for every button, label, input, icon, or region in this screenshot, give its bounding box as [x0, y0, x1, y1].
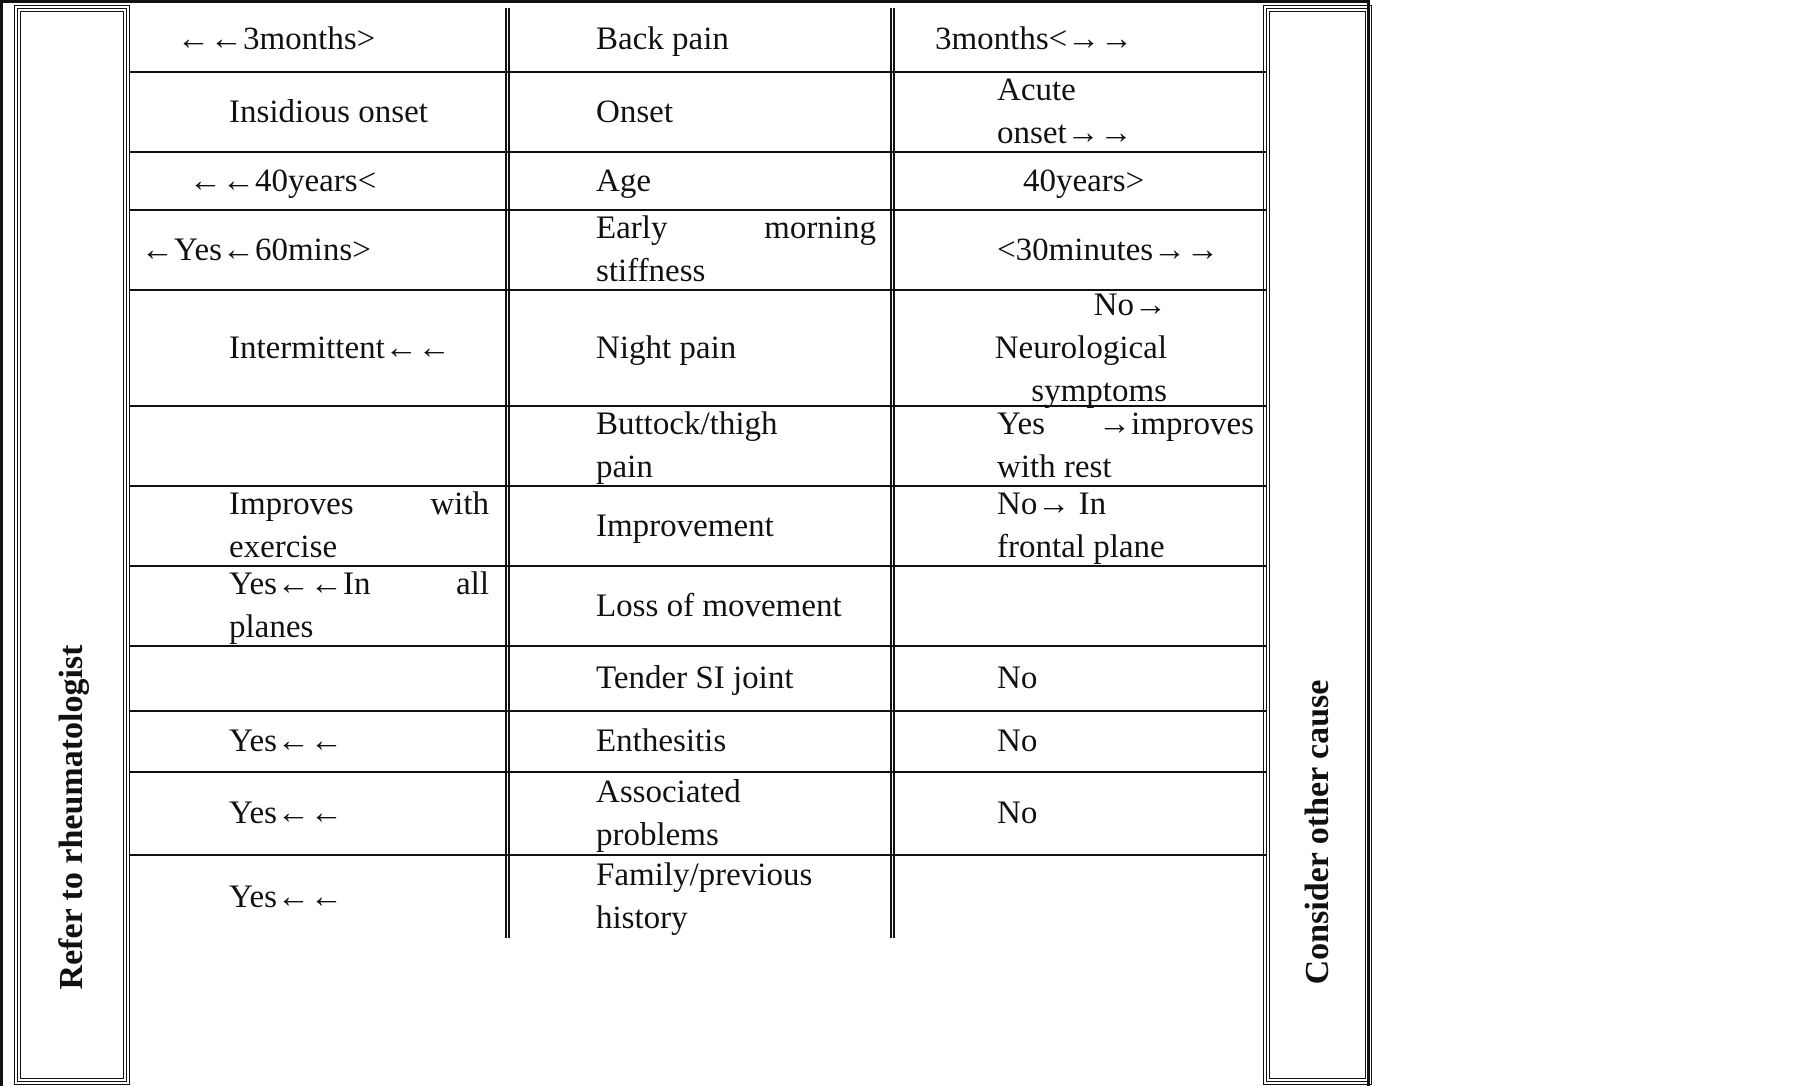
criterion-cell: Associated problems — [505, 773, 895, 854]
left-cell: Intermittent←← — [229, 329, 451, 366]
refer-label: Refer to rheumatologist — [53, 644, 90, 990]
right-cell: No — [997, 723, 1038, 759]
right-cell: <30minutes→→ — [997, 231, 1220, 268]
right-cell: No→ Neurological symptoms — [994, 286, 1167, 409]
left-cell: Yes←← — [229, 795, 344, 831]
other-cause-label: Consider other cause — [1298, 679, 1336, 985]
left-cell: Insidious onset — [229, 93, 428, 130]
right-cell: Acute onset→→ — [997, 72, 1133, 151]
left-cell — [129, 647, 503, 710]
table-row — [129, 856, 1266, 938]
table-row — [129, 487, 1266, 567]
right-cell — [897, 856, 1266, 938]
criterion-cell: Buttock/thigh pain — [505, 407, 895, 485]
right-cell: 3months<→→ — [935, 21, 1134, 57]
right-cell: Yes →improves with rest — [997, 406, 1254, 485]
right-cell: No→ In frontal plane — [997, 486, 1165, 565]
table-row — [129, 712, 1266, 773]
right-cell — [897, 567, 1266, 645]
left-cell: Yes←←In all planes — [229, 566, 489, 645]
criterion-cell: Age — [505, 153, 895, 209]
right-cell: 40years> — [1023, 162, 1145, 199]
left-cell: Yes←← — [229, 878, 344, 915]
other-cause-column — [1266, 8, 1369, 1082]
left-cell: ←←40years< — [189, 162, 377, 199]
table-row — [129, 647, 1266, 712]
criterion-cell: Back pain — [505, 8, 895, 71]
criterion-cell: Family/previous history — [505, 856, 895, 938]
left-cell: ←←3months> — [177, 21, 376, 57]
table-row — [129, 73, 1266, 153]
right-cell: No — [997, 660, 1038, 696]
left-cell: ←Yes←60mins> — [141, 231, 371, 268]
refer-column — [17, 8, 127, 1082]
table-row — [129, 211, 1266, 291]
left-cell: Yes←← — [229, 723, 344, 759]
criterion-cell: Onset — [505, 73, 895, 151]
table-row — [129, 8, 1266, 73]
left-cell: Improves with exercise — [229, 486, 489, 565]
criterion-cell: Enthesitis — [505, 712, 895, 771]
table-row — [129, 153, 1266, 211]
table-row — [129, 286, 1266, 409]
criterion-cell: Early morning stiffness — [505, 211, 895, 289]
criterion-cell: Tender SI joint — [505, 647, 895, 710]
criterion-cell: Loss of movement — [505, 567, 895, 645]
right-cell: No — [997, 795, 1038, 831]
table-row — [129, 567, 1266, 647]
criterion-cell: Night pain — [505, 291, 895, 405]
table-row — [129, 773, 1266, 856]
table-row — [129, 407, 1266, 487]
criterion-cell: Improvement — [505, 487, 895, 565]
left-cell — [129, 407, 503, 485]
